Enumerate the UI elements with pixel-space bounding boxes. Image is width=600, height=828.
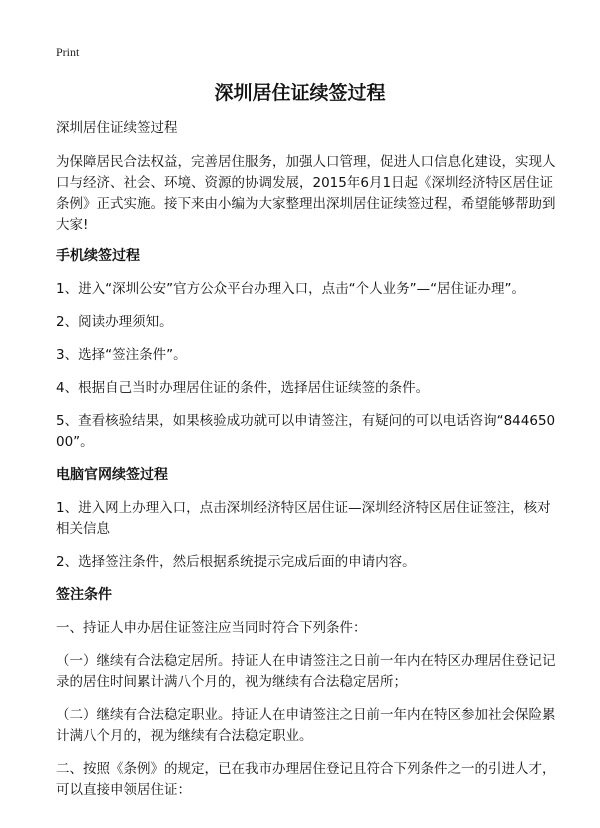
mobile-step: 4、根据自己当时办理居住证的条件，选择居住证续签的条件。	[56, 380, 430, 396]
section-heading-mobile: 手机续签过程	[56, 248, 140, 264]
condition-item: 一、持证人申办居住证签注应当同时符合下列条件：	[56, 620, 367, 636]
mobile-step: 1、进入“深圳公安”官方公众平台办理入口，点击“个人业务”—“居住证办理”。	[56, 281, 526, 297]
intro-paragraph: 为保障居民合法权益，完善居住服务，加强人口管理，促进人口信息化建设，实现人口与经济、社会、环境、资源的协调发展，2015年6月1日起《深圳经济特区居住证条例》正式实施。接下来由小编为大家整理出深圳居住证续签过程，希望能够帮助到大家!	[56, 154, 556, 233]
pc-step: 2、选择签注条件，然后根据系统提示完成后面的申请内容。	[56, 554, 416, 570]
condition-item: （一）继续有合法稳定居所。持证人在申请签注之日前一年内在特区办理居住登记记录的居住时间累计满八个月的，视为继续有合法稳定居所；	[56, 653, 556, 690]
section-heading-pc: 电脑官网续签过程	[56, 467, 168, 483]
mobile-step: 3、选择“签注条件”。	[56, 347, 187, 363]
print-link[interactable]: Print	[56, 45, 80, 59]
section-heading-conditions: 签注条件	[56, 587, 112, 603]
pc-step: 1、进入网上办理入口，点击深圳经济特区居住证—深圳经济特区居住证签注，核对相关信息	[56, 500, 551, 537]
mobile-step: 2、阅读办理须知。	[56, 314, 173, 330]
document-subtitle: 深圳居住证续签过程	[56, 120, 178, 136]
condition-item: 二、按照《条例》的规定，已在我市办理居住登记且符合下列条件之一的引进人才，可以直接申领居住证：	[56, 761, 556, 798]
document-body	[56, 118, 556, 813]
condition-item: （二）继续有合法稳定职业。持证人在申请签注之日前一年内在特区参加社会保险累计满八个月的，视为继续有合法稳定职业。	[56, 707, 556, 744]
document-title: 深圳居住证续签过程	[214, 82, 386, 104]
mobile-step: 5、查看核验结果，如果核验成功就可以申请签注，有疑问的可以电话咨询“84465000”。	[56, 413, 556, 450]
